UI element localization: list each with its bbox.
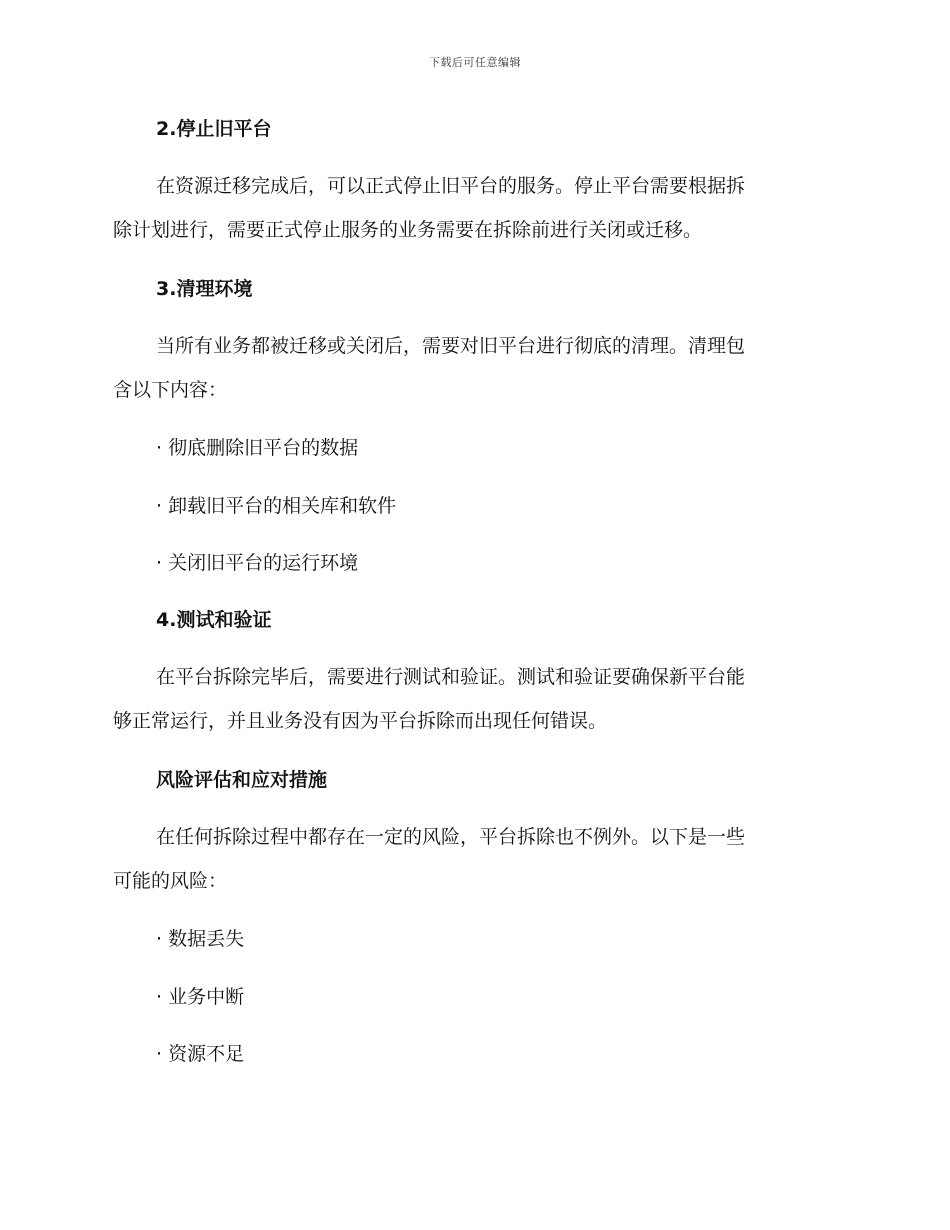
bullet-item: · 数据丢失 [156,928,245,950]
paragraph-stop-old-platform [113,164,833,252]
paragraph-line: 在任何拆除过程中都存在一定的风险，平台拆除也不例外。以下是一些 [156,826,746,848]
paragraph-line: 够正常运行，并且业务没有因为平台拆除而出现任何错误。 [113,710,608,732]
bullet-item: · 关闭旧平台的运行环境 [156,552,359,574]
bullet-item: · 彻底删除旧平台的数据 [156,437,359,459]
paragraph-line: 在资源迁移完成后，可以正式停止旧平台的服务。停止平台需要根据拆 [156,175,746,197]
bullet-item: · 资源不足 [156,1043,245,1065]
paragraph-clean-environment [113,324,833,412]
paragraph-test-and-verify [113,655,833,743]
section-heading-stop-old-platform: 2.停止旧平台 [156,118,272,140]
paragraph-risk-assessment [113,815,833,903]
paragraph-line: 含以下内容： [113,379,228,401]
section-heading-clean-environment: 3.清理环境 [156,278,253,300]
bullet-item: · 卸载旧平台的相关库和软件 [156,495,397,517]
section-heading-risk-assessment: 风险评估和应对措施 [156,769,328,791]
paragraph-line: 除计划进行，需要正式停止服务的业务需要在拆除前进行关闭或迁移。 [113,219,703,241]
paragraph-line: 当所有业务都被迁移或关闭后，需要对旧平台进行彻底的清理。清理包 [156,335,746,357]
page-header: 下载后可任意编辑 [429,56,521,69]
paragraph-line: 可能的风险： [113,870,228,892]
paragraph-line: 在平台拆除完毕后，需要进行测试和验证。测试和验证要确保新平台能 [156,666,746,688]
bullet-item: · 业务中断 [156,986,245,1008]
section-heading-test-and-verify: 4.测试和验证 [156,609,272,631]
